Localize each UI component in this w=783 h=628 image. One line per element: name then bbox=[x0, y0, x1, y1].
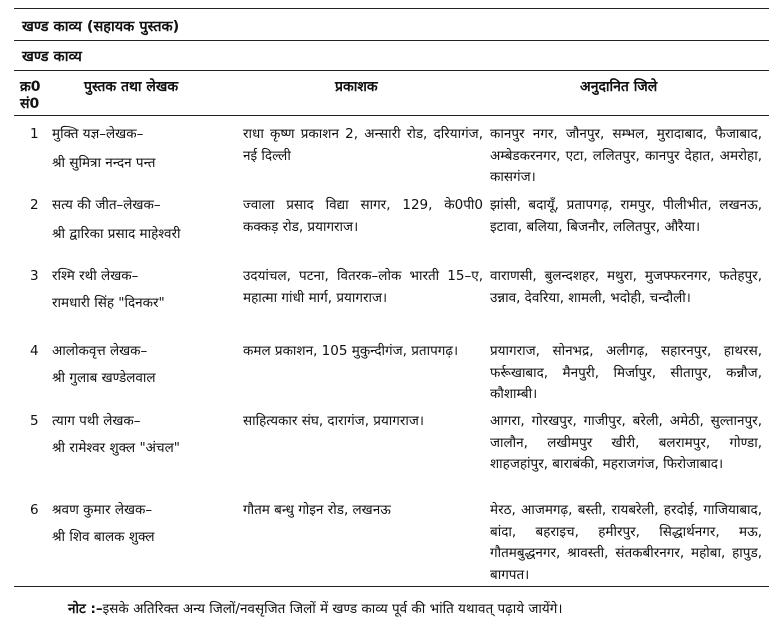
districts: आगरा, गोरखपुर, गाजीपुर, बरेली, अमेठी, सुल्तानपुर, जालौन, लखीमपुर खीरी, बलरामपुर, गोण्डा, शाहजहांपुर, बाराबंकी, महराजगंज, फिरोजाबाद। bbox=[490, 413, 762, 472]
book-title: श्रवण कुमार लेखक– bbox=[52, 502, 153, 518]
publisher: कमल प्रकाशन, 105 मुकुन्दीगंज, प्रतापगढ़। bbox=[243, 343, 459, 359]
header-publisher: प्रकाशक bbox=[335, 79, 378, 95]
book-title: आलोकवृत्त लेखक– bbox=[52, 343, 148, 359]
header-book-author: पुस्तक तथा लेखक bbox=[84, 79, 179, 95]
districts: वाराणसी, बुलन्दशहर, मथुरा, मुजफ्फरनगर, फतेहपुर, उन्नाव, देवरिया, शामली, भदोही, चन्दौली। bbox=[490, 268, 762, 306]
author-name: रामधारी सिंह "दिनकर" bbox=[52, 295, 165, 311]
districts: कानपुर नगर, जौनपुर, सम्भल, मुरादाबाद, फैजाबाद, अम्बेडकरनगर, एटा, ललितपुर, कानपुर देहात, अमरोहा, कासगंज। bbox=[490, 126, 762, 185]
publisher: ज्वाला प्रसाद विद्या सागर, 129, के0पी0 कक्कड़ रोड, प्रयागराज। bbox=[243, 197, 483, 235]
author-name: श्री गुलाब खण्डेलवाल bbox=[52, 370, 156, 386]
row-number: 5 bbox=[30, 413, 39, 429]
row-number: 2 bbox=[30, 197, 39, 213]
header-districts: अनुदानित जिले bbox=[580, 79, 658, 95]
row-number: 1 bbox=[30, 126, 39, 142]
header-sno: क्र0 सं0 bbox=[20, 79, 41, 112]
districts: झांसी, बदायूँ, प्रतापगढ़, रामपुर, पीलीभीत, लखनऊ, इटावा, बलिया, बिजनौर, ललितपुर, औरैया। bbox=[490, 197, 762, 235]
row-number: 6 bbox=[30, 502, 39, 518]
section-title: खण्ड काव्य (सहायक पुस्तक) bbox=[22, 19, 180, 35]
subtitle-rule bbox=[14, 70, 769, 71]
author-name: श्री द्वारिका प्रसाद माहेश्वरी bbox=[52, 226, 181, 242]
header-rule bbox=[14, 115, 769, 116]
book-title: रश्मि रथी लेखक– bbox=[52, 268, 139, 284]
publisher: राधा कृष्ण प्रकाशन 2, अन्सारी रोड, दरियागंज, नई दिल्ली bbox=[243, 126, 483, 164]
author-name: श्री सुमित्रा नन्दन पन्त bbox=[52, 155, 156, 171]
note-text: इसके अतिरिक्त अन्य जिलों/नवसृजित जिलों में खण्ड काव्य पूर्व की भांति यथावत् पढ़ाये जायेंगे। bbox=[102, 601, 563, 617]
title-rule bbox=[14, 40, 769, 41]
publisher: गौतम बन्धु गोइन रोड, लखनऊ bbox=[243, 502, 391, 518]
row-number: 4 bbox=[30, 343, 39, 359]
book-title: सत्य की जीत–लेखक– bbox=[52, 197, 161, 213]
book-title: त्याग पथी लेखक– bbox=[52, 413, 141, 429]
top-rule bbox=[14, 8, 769, 9]
districts: मेरठ, आजमगढ़, बस्ती, रायबरेली, हरदोई, गाजियाबाद, बांदा, बहराइच, हमीरपुर, सिद्धार्थनगर, मऊ, गौतमबुद्धनगर, श्रावस्ती, संतकबीरनगर, महोबा, हापुड, बागपत। bbox=[490, 502, 762, 583]
districts: प्रयागराज, सोनभद्र, अलीगढ़, सहारनपुर, हाथरस, फर्रूखाबाद, मैनपुरी, मिर्जापुर, सीतापुर, कन्नौज, कौशाम्बी। bbox=[490, 343, 762, 402]
book-title: मुक्ति यज्ञ–लेखक– bbox=[52, 126, 144, 142]
publisher: उदयांचल, पटना, वितरक–लोक भारती 15–ए, महात्मा गांधी मार्ग, प्रयागराज। bbox=[243, 268, 483, 306]
note-label: नोट :– bbox=[68, 601, 103, 617]
table-bottom-rule bbox=[14, 586, 769, 587]
publisher: साहित्यकार संघ, दारागंज, प्रयागराज। bbox=[243, 413, 425, 429]
section-subtitle: खण्ड काव्य bbox=[22, 49, 82, 65]
footnote bbox=[68, 600, 562, 618]
author-name: श्री शिव बालक शुक्ल bbox=[52, 529, 155, 545]
row-number: 3 bbox=[30, 268, 39, 284]
author-name: श्री रामेश्वर शुक्ल "अंचल" bbox=[52, 440, 180, 456]
